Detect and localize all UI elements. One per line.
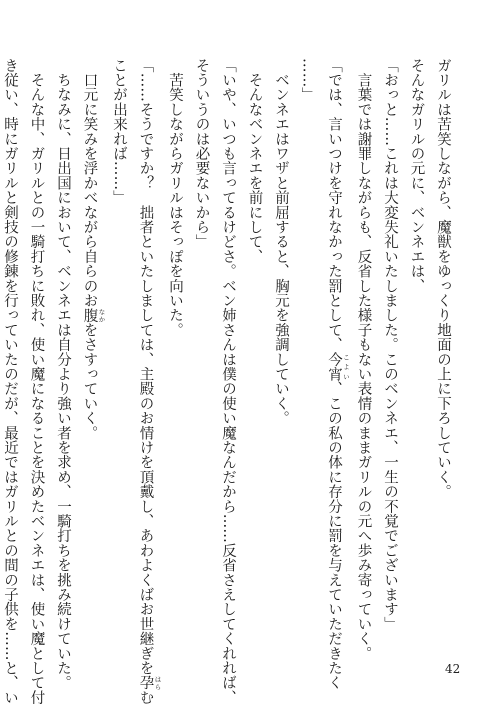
text-line-12 — [132, 58, 162, 705]
ruby-hara — [137, 675, 162, 691]
text-line-16: そんな中、ガリルとの一騎打ちに敗れ、使い魔になることを決めたベンネエは、使い魔として付 — [28, 58, 45, 705]
ruby-koyoi-base: 今宵 — [326, 352, 342, 382]
ruby-koyoi — [326, 352, 350, 382]
text-line-14-after: をさすっていく。 — [81, 322, 98, 441]
text-line-10: そういうのは必要ないから」 — [193, 58, 210, 250]
ruby-hara-reading: はら — [153, 675, 162, 691]
ruby-koyoi-reading: こよい — [342, 352, 350, 382]
ruby-naka — [81, 307, 106, 323]
page-number: 42 — [445, 662, 461, 676]
text-line-3: 「おっと……これは大変失礼いたしました。このベンネエ、一生の不覚でございます」 — [382, 58, 398, 632]
text-line-2: そんなガリルの元に、ベンネエは、 — [408, 58, 425, 294]
ruby-naka-reading: なか — [97, 307, 106, 323]
ruby-hara-base: 孕 — [137, 675, 154, 691]
text-line-11: 苦笑しながらガリルはそっぽを向いた。 — [167, 58, 183, 338]
text-line-14 — [76, 58, 106, 663]
text-line-15: ちなみに、日出国において、ベンネエは自分より強い者を求め、一騎打ちを挑み続けていた。 — [55, 58, 71, 691]
text-line-12-after: む — [137, 690, 154, 705]
text-line-5-after: 、この私の体に存分に罰を与えていただきたく — [326, 381, 342, 691]
text-line-7: ベンネエはワザと前屈すると、胸元を強調していく。 — [273, 58, 289, 426]
text-line-1: ガリルは苦笑しながら、魔獣をゆっくり地面の上に下ろしていく。 — [435, 58, 451, 499]
text-line-8: そんなベンネエを前にして、 — [246, 58, 263, 264]
text-line-4: 言葉では謝罪しながらも、反省した様子もない表情のままガリルの元へ歩み寄っていく。 — [355, 58, 372, 661]
text-line-14-before: 口元に笑みを浮かべながら自らのお — [81, 58, 98, 308]
text-line-17: き従い、時にガリルと剣技の修錬を行っていたのだが、最近ではガリルとの間の子供を……と、い — [2, 58, 18, 705]
text-line-5 — [321, 58, 351, 691]
text-line-9: 「いや、いつも言ってるけどさ。ベン姉さんは僕の使い魔なんだから……反省さえしてくれれば、 — [220, 58, 236, 705]
text-line-13: ことが出来れば……」 — [111, 58, 127, 205]
text-line-12-before: 「……そうですか？ 拙者といたしましては、主殿のお情けを頂戴し、あわよくばお世継ぎを — [137, 58, 154, 676]
ruby-naka-base: 腹 — [81, 307, 98, 323]
text-line-5-before: 「では、言いつけを守れなかった罰として、 — [326, 58, 342, 352]
text-line-6: ……」 — [299, 58, 316, 103]
